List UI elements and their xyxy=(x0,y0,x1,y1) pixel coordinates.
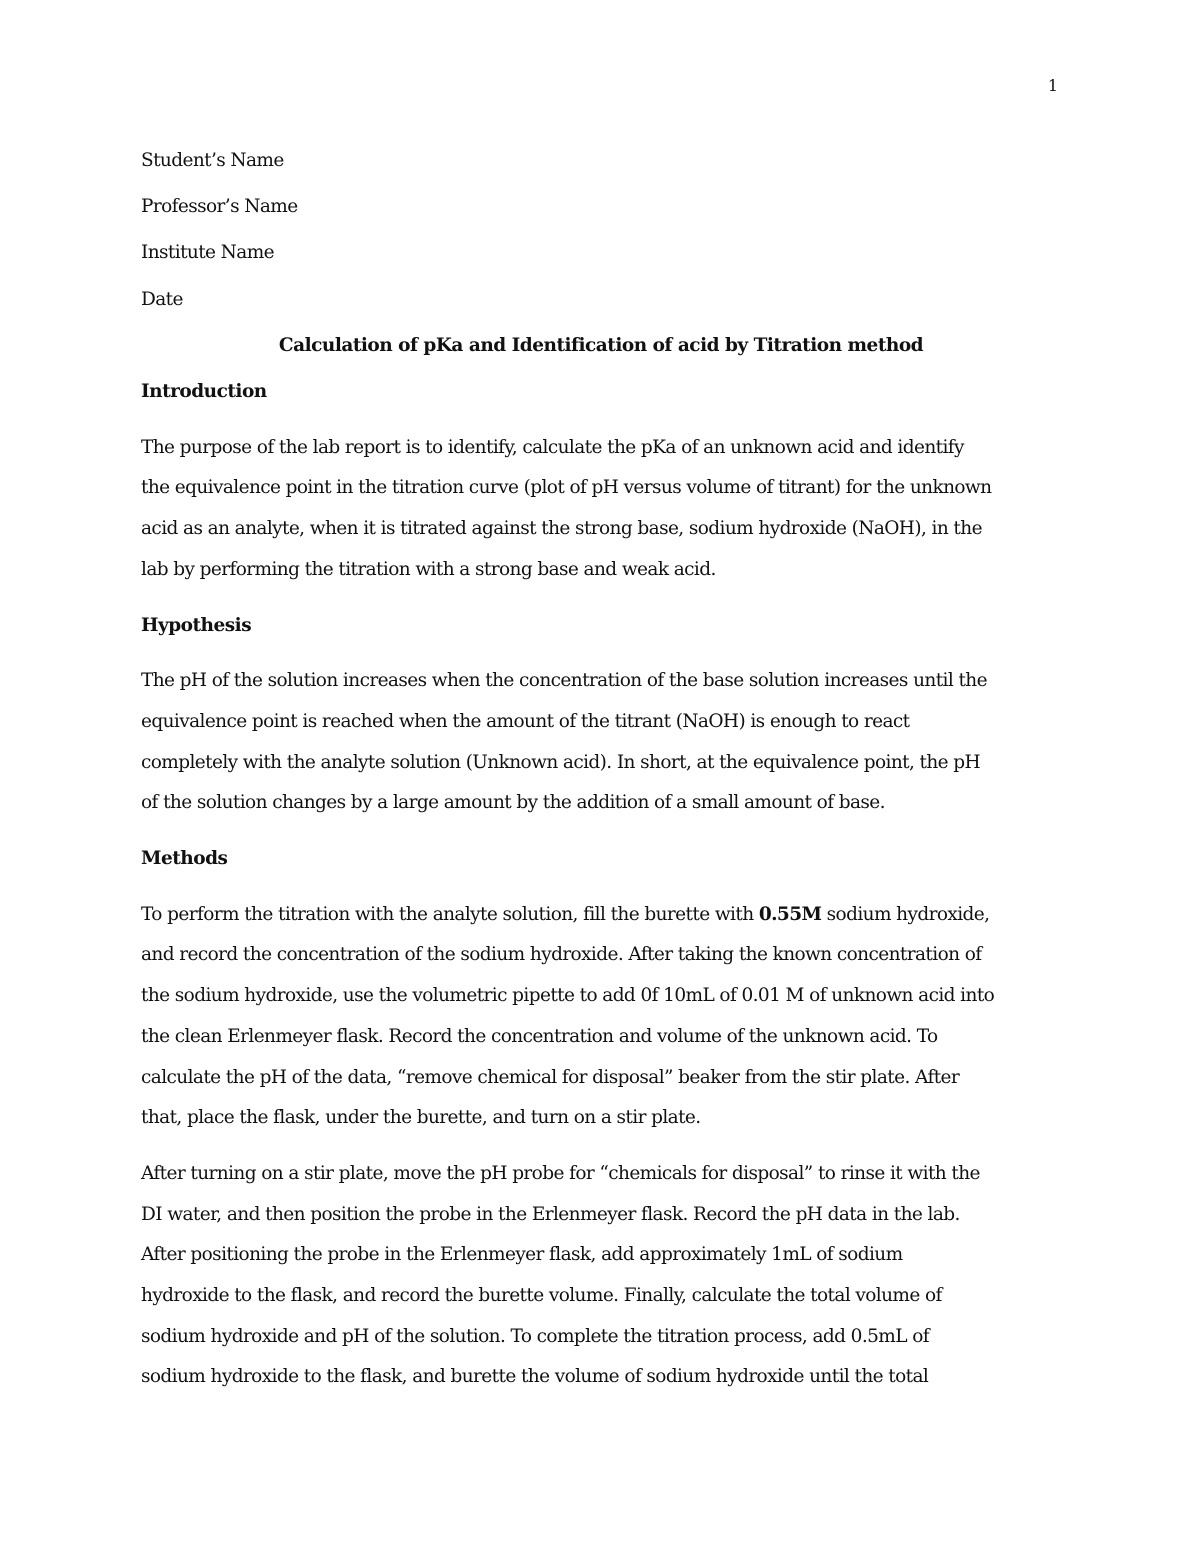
paragraph-line xyxy=(141,895,1061,936)
methods-paragraph-1 xyxy=(141,895,1061,1139)
paragraph-line: After positioning the probe in the Erlenmeyer flask, add approximately 1mL of sodium xyxy=(141,1244,903,1266)
paragraph-line: The purpose of the lab report is to identify, calculate the pKa of an unknown acid and identify xyxy=(141,436,964,458)
paragraph-line: acid as an analyte, when it is titrated against the strong base, sodium hydroxide (NaOH), in the xyxy=(141,518,982,540)
methods-line-start: To perform the titration with the analyte solution, fill the burette with xyxy=(141,903,759,925)
paragraph-line: lab by performing the titration with a strong base and weak acid. xyxy=(141,558,716,580)
paragraph-line: the sodium hydroxide, use the volumetric pipette to add 0f 10mL of 0.01 M of unknown acid into xyxy=(141,985,995,1007)
hypothesis-heading: Hypothesis xyxy=(141,614,252,636)
paragraph-line: the clean Erlenmeyer flask. Record the concentration and volume of the unknown acid. To xyxy=(141,1025,938,1047)
paragraph-line: sodium hydroxide and pH of the solution. To complete the titration process, add 0.5mL of xyxy=(141,1325,929,1347)
page-number: 1 xyxy=(1047,76,1058,95)
paragraph-line: completely with the analyte solution (Unknown acid). In short, at the equivalence point, the pH xyxy=(141,751,981,773)
paragraph-line: the equivalence point in the titration curve (plot of pH versus volume of titrant) for the unknown xyxy=(141,477,992,499)
document-title: Calculation of pKa and Identification of acid by Titration method xyxy=(278,334,924,356)
methods-paragraph-2 xyxy=(141,1154,1061,1398)
methods-line-end: sodium hydroxide, xyxy=(821,903,990,925)
introduction-paragraph xyxy=(141,428,1061,591)
professor-name: Professor’s Name xyxy=(141,196,298,218)
institute-name: Institute Name xyxy=(141,242,274,264)
concentration-value: 0.55M xyxy=(758,903,822,925)
paragraph-line: After turning on a stir plate, move the pH probe for “chemicals for disposal” to rinse it with the xyxy=(141,1162,980,1184)
paragraph-line: equivalence point is reached when the amount of the titrant (NaOH) is enough to react xyxy=(141,710,910,732)
student-name: Student’s Name xyxy=(141,150,284,171)
paragraph-line: and record the concentration of the sodium hydroxide. After taking the known concentration of xyxy=(141,944,982,966)
hypothesis-paragraph xyxy=(141,661,1061,824)
date-line: Date xyxy=(141,288,183,310)
paragraph-line: of the solution changes by a large amount by the addition of a small amount of base. xyxy=(141,792,885,814)
paragraph-line: The pH of the solution increases when the concentration of the base solution increases until the xyxy=(141,670,987,692)
methods-heading: Methods xyxy=(141,848,228,870)
document-body xyxy=(141,141,1061,1398)
paragraph-line: DI water, and then position the probe in the Erlenmeyer flask. Record the pH data in the lab. xyxy=(141,1203,960,1225)
paragraph-line: hydroxide to the flask, and record the burette volume. Finally, calculate the total volume of xyxy=(141,1285,942,1307)
paragraph-line: calculate the pH of the data, “remove chemical for disposal” beaker from the stir plate. After xyxy=(141,1066,960,1088)
paragraph-line: that, place the flask, under the burette, and turn on a stir plate. xyxy=(141,1107,701,1129)
introduction-heading: Introduction xyxy=(141,381,267,403)
paragraph-line: sodium hydroxide to the flask, and burette the volume of sodium hydroxide until the total xyxy=(141,1366,929,1388)
